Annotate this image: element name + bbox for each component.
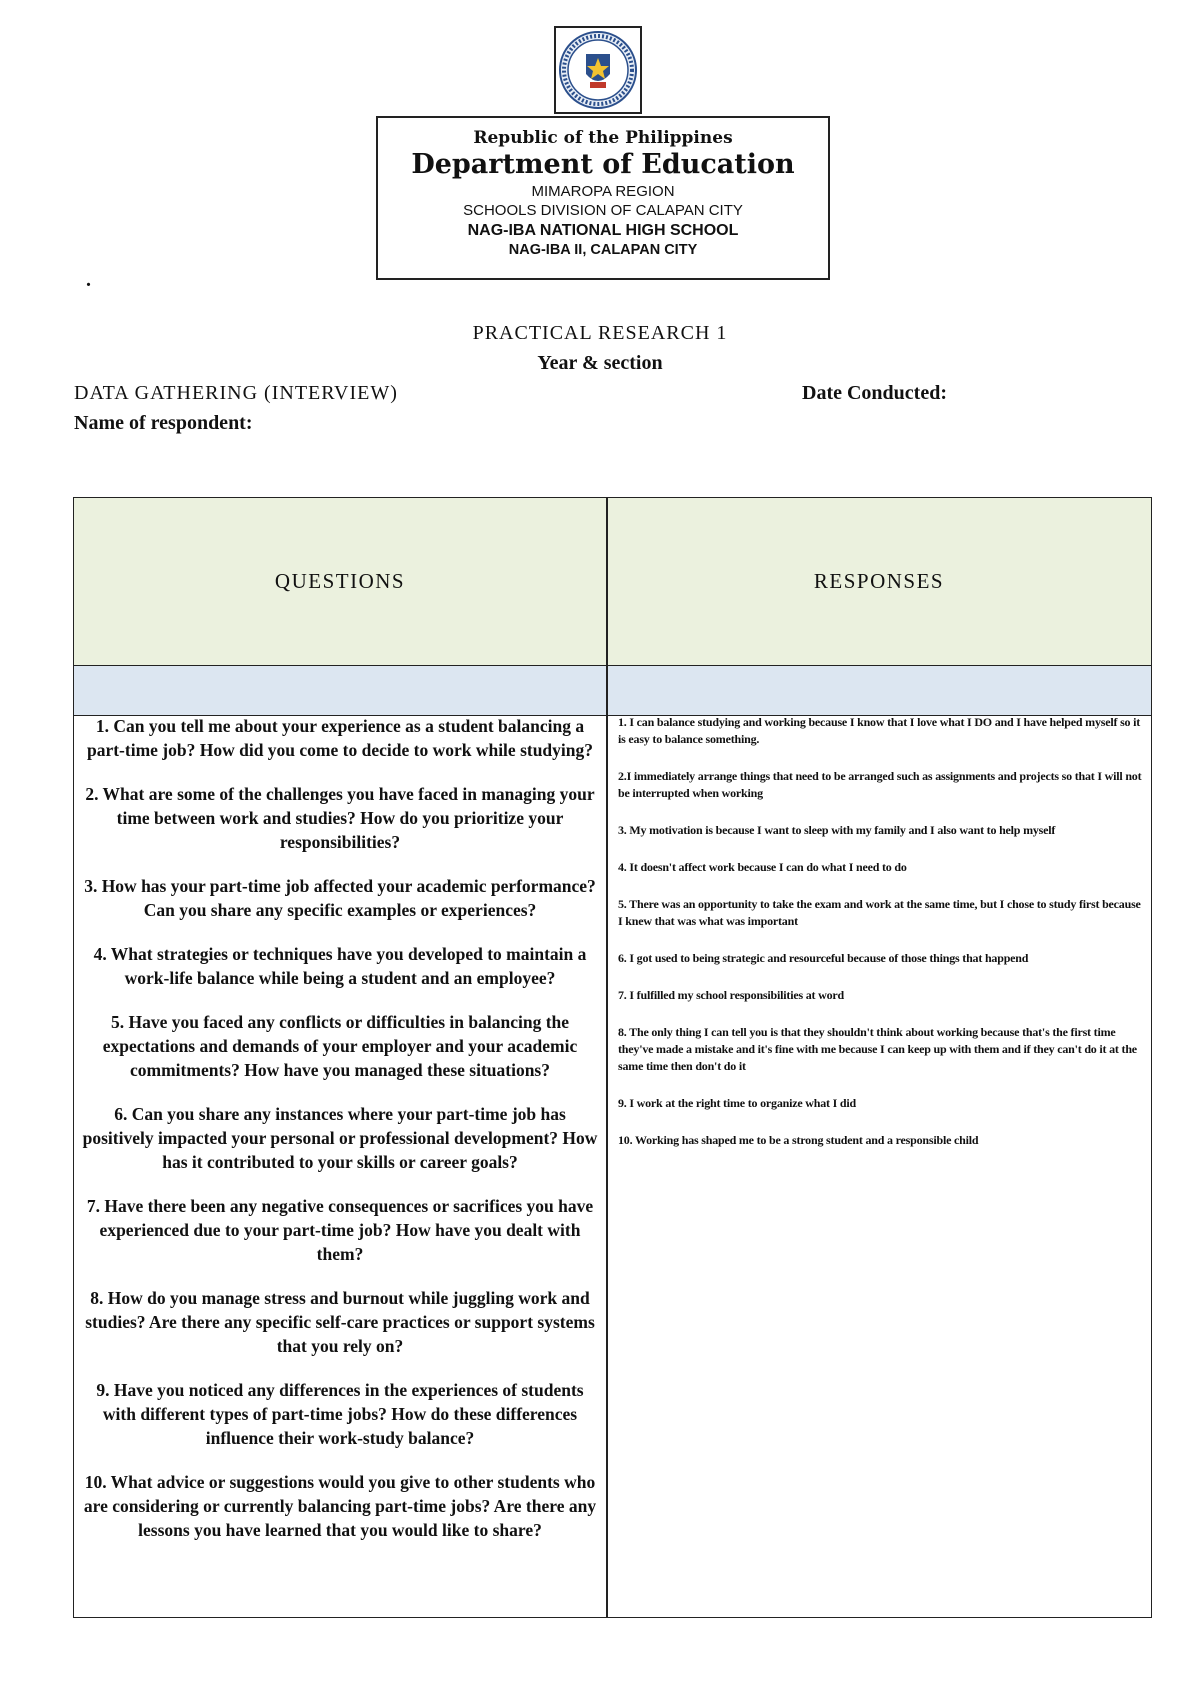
response-item: 8. The only thing I can tell you is that they shouldn't think about working because that's the first time they've made a mistake and it's fine with me because I can keep up with them and if they can't do it at the same time then don't do it	[618, 1025, 1137, 1073]
question-item: 10. What advice or suggestions would you give to other students who are considering or currently balancing part-time jobs? Are there any lessons you have learned that you would like to share?	[83, 1472, 597, 1540]
response-item: 6. I got used to being strategic and resourceful because of those things that happend	[618, 951, 1029, 965]
question-item: 7. Have there been any negative consequences or sacrifices you have experienced due to your part-time job? How have you dealt with them?	[86, 1196, 594, 1264]
questions-header: QUESTIONS	[274, 568, 406, 593]
response-item: 5. There was an opportunity to take the exam and work at the same time, but I chose to study first because I knew that was what was important	[618, 897, 1141, 928]
department-name: Department of Education	[411, 149, 795, 180]
table-band-row	[74, 666, 1151, 716]
response-item: 10. Working has shaped me to be a strong student and a responsible child	[618, 1133, 979, 1147]
school-name: NAG-IBA NATIONAL HIGH SCHOOL	[467, 222, 739, 239]
response-item: 3. My motivation is because I want to sleep with my family and I also want to help myself	[618, 823, 1056, 837]
question-item: 4. What strategies or techniques have you developed to maintain a work-life balance while being a student and an employee?	[93, 944, 587, 988]
region-text: MIMAROPA REGION	[531, 183, 675, 200]
deped-seal-icon	[556, 28, 640, 112]
response-item: 1. I can balance studying and working because I know that I love what I DO and I have helped myself so it is easy to balance something.	[618, 715, 1141, 746]
school-header	[376, 116, 830, 280]
question-item: 1. Can you tell me about your experience as a student balancing a part-time job? How did you come to decide to work while studying?	[86, 716, 594, 760]
school-address: NAG-IBA II, CALAPAN CITY	[508, 242, 698, 258]
question-item: 2. What are some of the challenges you have faced in managing your time between work and studies? How do you prioritize your responsibilities?	[85, 784, 595, 852]
column-divider	[606, 498, 608, 1617]
question-item: 9. Have you noticed any differences in the experiences of students with different types of part-time jobs? How do these differences influence their work-study balance?	[96, 1380, 584, 1448]
division-text: SCHOOLS DIVISION OF CALAPAN CITY	[463, 202, 743, 219]
document-title: PRACTICAL RESEARCH 1	[472, 322, 728, 344]
response-item: 4. It doesn't affect work because I can do what I need to do	[618, 860, 907, 874]
response-item: 7. I fulfilled my school responsibilities at word	[618, 988, 844, 1002]
data-gathering-label: DATA GATHERING (INTERVIEW)	[74, 382, 398, 404]
deped-seal	[554, 26, 642, 114]
respondent-name-label: Name of respondent:	[74, 412, 253, 434]
responses-column	[618, 714, 1146, 1169]
year-section-label: Year & section	[537, 352, 663, 374]
responses-header: RESPONSES	[813, 568, 945, 593]
date-conducted-label: Date Conducted:	[802, 382, 947, 404]
question-item: 5. Have you faced any conflicts or difficulties in balancing the expectations and demands of your employer and your academic commitments? How have you managed these situations?	[102, 1012, 578, 1080]
questions-column	[80, 714, 600, 1562]
republic-text: Republic of the Philippines	[473, 128, 733, 148]
table-header-row	[74, 498, 1151, 666]
response-item: 2.I immediately arrange things that need to be arranged such as assignments and projects so that I will not be interrupted when working	[618, 769, 1142, 800]
question-item: 8. How do you manage stress and burnout while juggling work and studies? Are there any specific self-care practices or support systems that you rely on?	[85, 1288, 595, 1356]
question-item: 3. How has your part-time job affected your academic performance? Can you share any specific examples or experiences?	[84, 876, 596, 920]
stray-mark: .	[86, 269, 91, 291]
interview-table	[73, 497, 1152, 1618]
response-item: 9. I work at the right time to organize what I did	[618, 1096, 856, 1110]
question-item: 6. Can you share any instances where your part-time job has positively impacted your personal or professional development? How has it contributed to your skills or career goals?	[82, 1104, 598, 1172]
